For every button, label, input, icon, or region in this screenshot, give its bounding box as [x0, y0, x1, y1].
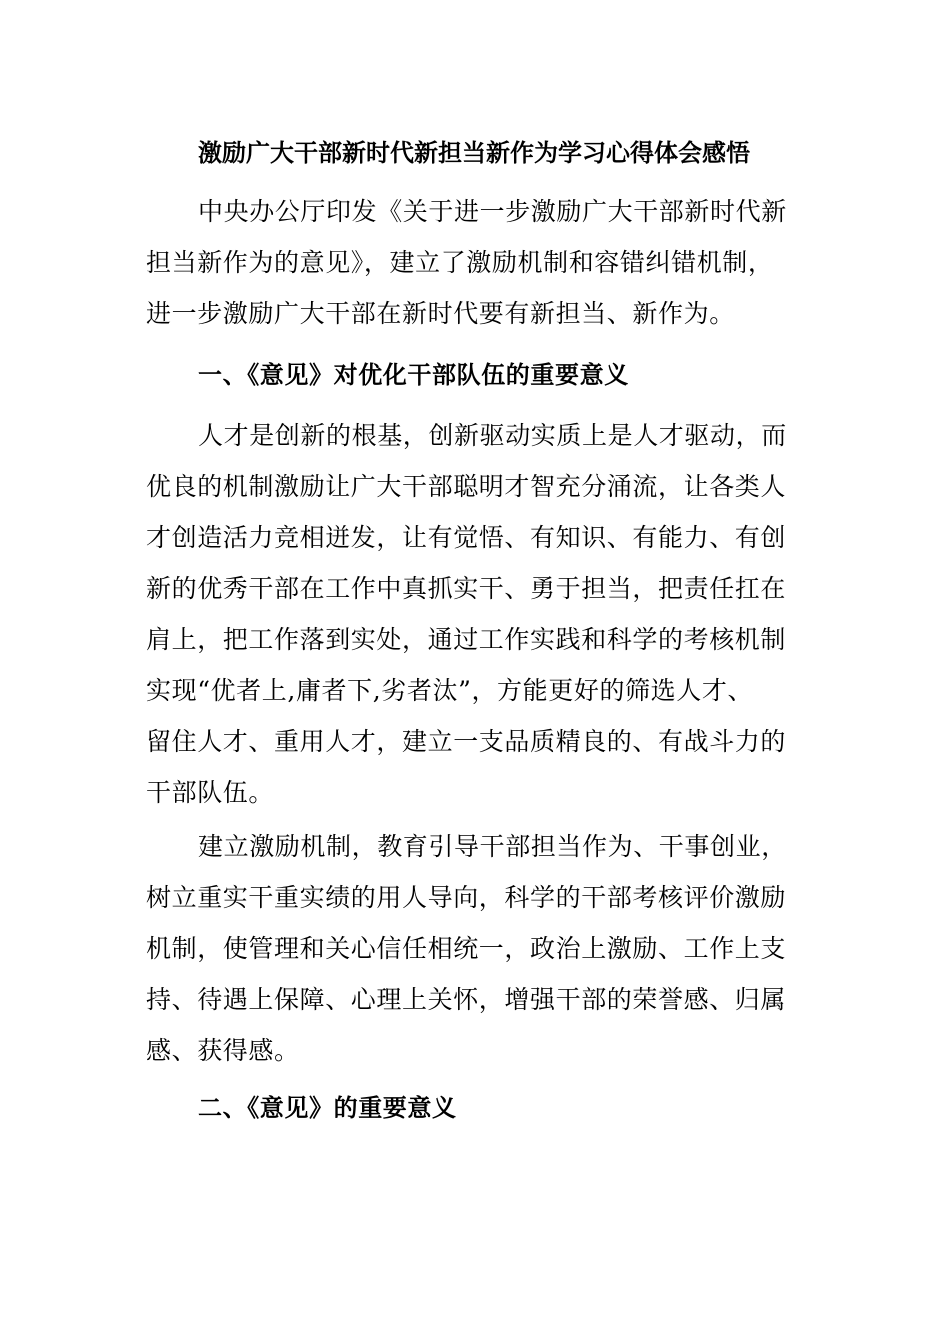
- paragraph-line: 人才是创新的根基，创新驱动实质上是人才驱动，而: [198, 421, 787, 450]
- paragraph-line: 机制，使管理和关心信任相统一，政治上激励、工作上支: [146, 934, 787, 963]
- paragraph-mechanism: [146, 821, 786, 1076]
- paragraph-talent: [146, 410, 786, 818]
- paragraph-line: 实现“优者上,庸者下,劣者汰”，方能更好的筛选人才、: [146, 676, 754, 705]
- paragraph-line: 进一步激励广大干部在新时代要有新担当、新作为。: [146, 299, 735, 328]
- paragraph-line: 树立重实干重实绩的用人导向，科学的干部考核评价激励: [146, 883, 787, 912]
- paragraph-line: 中央办公厅印发《关于进一步激励广大干部新时代新: [198, 197, 787, 226]
- document-title: 激励广大干部新时代新担当新作为学习心得体会感悟: [198, 138, 750, 167]
- paragraph-line: 优良的机制激励让广大干部聪明才智充分涌流，让各类人: [146, 472, 787, 501]
- paragraph-line: 新的优秀干部在工作中真抓实干、勇于担当，把责任扛在: [146, 574, 787, 603]
- paragraph-line: 留住人才、重用人才，建立一支品质精良的、有战斗力的: [146, 727, 787, 756]
- paragraph-line: 持、待遇上保障、心理上关怀，增强干部的荣誉感、归属: [146, 985, 787, 1014]
- paragraph-line: 干部队伍。: [146, 778, 275, 807]
- paragraph-line: 感、获得感。: [146, 1036, 300, 1065]
- paragraph-line: 建立激励机制，教育引导干部担当作为、干事创业，: [198, 832, 787, 861]
- paragraph-line: 担当新作为的意见》，建立了激励机制和容错纠错机制，: [146, 248, 774, 277]
- paragraph-line: 才创造活力竞相迸发，让有觉悟、有知识、有能力、有创: [146, 523, 787, 552]
- paragraph-intro: [146, 186, 786, 339]
- section-heading-2: 二、《意见》的重要意义: [198, 1093, 457, 1122]
- section-heading-1: 一、《意见》对优化干部队伍的重要意义: [198, 360, 629, 389]
- paragraph-line: 肩上，把工作落到实处，通过工作实践和科学的考核机制: [146, 625, 787, 654]
